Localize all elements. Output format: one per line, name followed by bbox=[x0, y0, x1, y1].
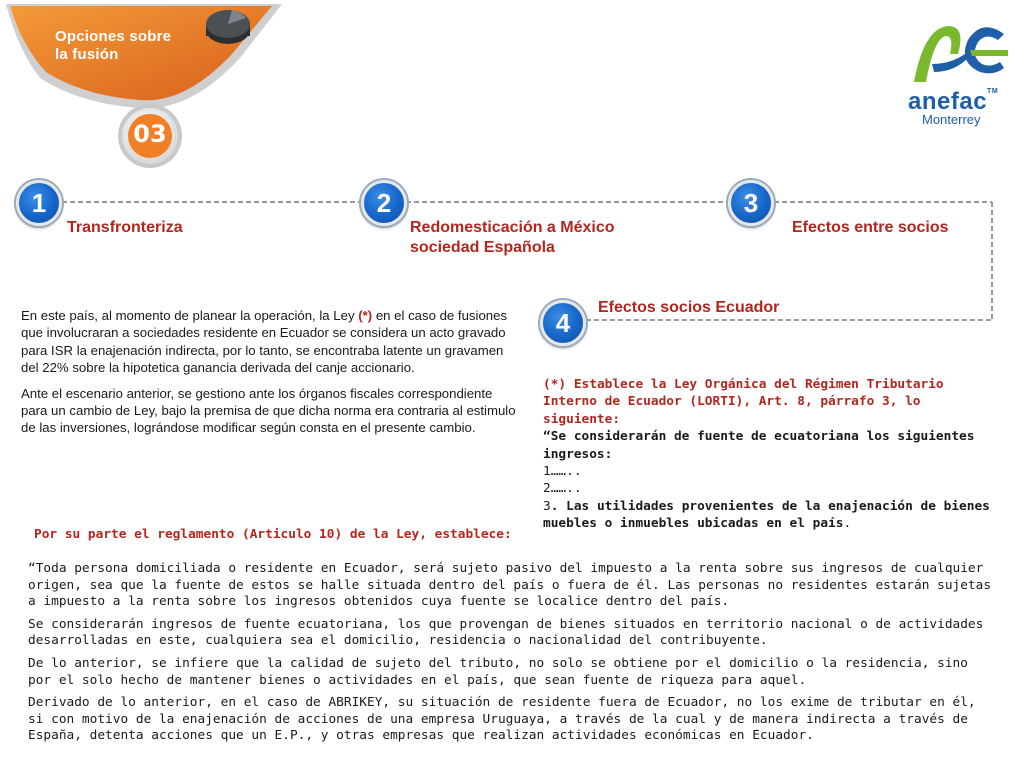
regulation-heading: Por su parte el reglamento (Articulo 10) de la Ley, establece: bbox=[34, 527, 512, 542]
step-4-marker: 4 bbox=[540, 300, 586, 346]
step-1-label: Transfronteriza bbox=[67, 219, 183, 236]
step-1-marker: 1 bbox=[16, 180, 62, 226]
footnote-item-1: 1…….. bbox=[543, 464, 582, 480]
regulation-paragraph-4: Derivado de lo anterior, en el caso de ABRIKEY, su situación de residente fuera de Ecuador, no los exime de tributar en él, si con motivo de la enajenación de acciones de una empresa Uruguaya, a través de la cual y de manera indirecta a través de España, detenta acciones que un E.P., y otras empresas que realizan actividades económicas en Ecuador. bbox=[28, 695, 976, 744]
step-4-label: Efectos socios Ecuador bbox=[598, 299, 780, 316]
left-paragraph-2: Ante el escenario anterior, se gestiono ante los órganos fiscales correspondiente para un cambio de Ley, bajo la premisa de que dicha norma era contraria al estimulo de las inversiones, lográndose modificar según consta en el presente cambio. bbox=[21, 385, 516, 436]
footnote-item-3: 3. Las utilidades provenientes de la enajenación de bienes muebles o inmuebles ubicadas en el país. bbox=[543, 498, 990, 532]
logo-brand: anefac bbox=[908, 88, 988, 115]
regulation-paragraph-2: Se considerarán ingresos de fuente ecuatoriana, los que provengan de bienes situados en territorio nacional o de actividades desarrolladas en este, cualquiera sea el domicilio, residencia o nacionalidad del contribuyente. bbox=[28, 616, 984, 649]
logo-trademark: TM bbox=[987, 88, 999, 95]
footnote-quote: “Se considerarán de fuente de ecuatoriana los siguientes ingresos: bbox=[543, 429, 975, 462]
step-3-label: Efectos entre socios bbox=[792, 219, 949, 236]
step-3-marker: 3 bbox=[728, 180, 774, 226]
regulation-paragraph-3: De lo anterior, se infiere que la calidad de sujeto del tributo, no solo se obtiene por el domicilio o la residencia, sino por el solo hecho de mantener bienes o actividades en el país, que sean fuente de riqueza para aquel. bbox=[28, 655, 968, 688]
step-2-label: Redomesticación a México sociedad Española bbox=[410, 219, 615, 256]
left-paragraph-1: En este país, al momento de planear la operación, la Ley (*) en el caso de fusiones que involucraran a sociedades residente en Ecuador se considera un acto gravado para ISR la enajenación indirecta, por lo tanto, se encontraba latente un gravamen del 22% sobre la hipotetica ganancia derivada del canje accionario. bbox=[21, 308, 508, 376]
section-title: Opciones sobre la fusión bbox=[55, 28, 172, 63]
footnote-block bbox=[543, 376, 998, 533]
step-2-marker: 2 bbox=[361, 180, 407, 226]
footnote-intro: (*) Establece la Ley Orgánica del Régimen Tributario Interno de Ecuador (LORTI), Art. 8, párrafo 3, lo siguiente: bbox=[543, 377, 944, 427]
footnote-ref: (*) bbox=[358, 308, 373, 323]
section-number: 03 bbox=[133, 120, 167, 148]
regulation-text bbox=[28, 561, 994, 751]
left-text-block bbox=[21, 307, 517, 445]
logo-city: Monterrey bbox=[922, 112, 981, 127]
footnote-item-2: 2…….. bbox=[543, 481, 582, 497]
regulation-paragraph-1: “Toda persona domiciliada o residente en Ecuador, será sujeto pasivo del impuesto a la renta sobre sus ingresos de cualquier origen, sea que la fuente de estos se halle situada dentro del país o fuera de él. Las personas no residentes estarán sujetas a impuesto a la renta sobre los ingresos obtenidos cuya fuente se localice dentro del país. bbox=[28, 561, 992, 610]
step-connector bbox=[0, 0, 1024, 340]
